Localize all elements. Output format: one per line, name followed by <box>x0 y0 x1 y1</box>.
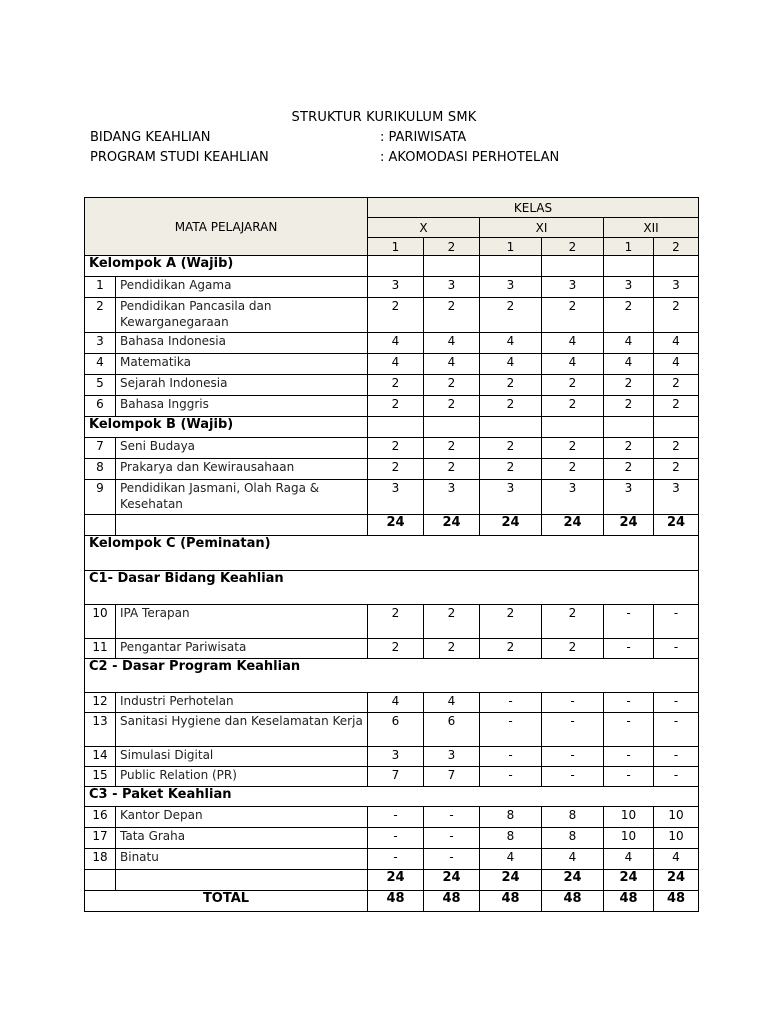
total-value: 48 <box>480 891 542 912</box>
hours-value: 4 <box>424 693 480 713</box>
row-number: 5 <box>85 375 116 396</box>
hours-value: - <box>604 713 654 747</box>
hours-value: 8 <box>542 828 604 849</box>
hours-value: - <box>542 747 604 767</box>
hours-value: - <box>654 605 699 639</box>
hours-value: - <box>604 605 654 639</box>
subtotal-value: 24 <box>604 515 654 536</box>
subtotal-value: 24 <box>604 870 654 891</box>
header-semester: 2 <box>424 238 480 256</box>
row-number: 18 <box>85 849 116 870</box>
header-class-x: X <box>368 218 480 238</box>
empty-cell <box>368 417 424 438</box>
hours-value: 3 <box>654 277 699 298</box>
hours-value: 8 <box>542 807 604 828</box>
hours-value: - <box>480 767 542 787</box>
empty-cell <box>542 417 604 438</box>
row-number: 3 <box>85 333 116 354</box>
program-value: : AKOMODASI PERHOTELAN <box>380 150 560 165</box>
group-c3-heading: C3 - Paket Keahlian <box>85 787 699 807</box>
hours-value: 2 <box>424 438 480 459</box>
row-number: 7 <box>85 438 116 459</box>
row-number: 4 <box>85 354 116 375</box>
hours-value: 2 <box>480 396 542 417</box>
subject-name: Prakarya dan Kewirausahaan <box>116 459 368 480</box>
subject-name: Binatu <box>116 849 368 870</box>
hours-value: - <box>604 693 654 713</box>
hours-value: 4 <box>604 354 654 375</box>
subject-name: Pengantar Pariwisata <box>116 639 368 659</box>
hours-value: 4 <box>542 354 604 375</box>
empty-cell <box>116 870 368 891</box>
hours-value: 3 <box>368 480 424 515</box>
hours-value: 2 <box>542 375 604 396</box>
row-number: 8 <box>85 459 116 480</box>
hours-value: 3 <box>424 747 480 767</box>
total-value: 48 <box>604 891 654 912</box>
hours-value: 10 <box>654 807 699 828</box>
total-value: 48 <box>424 891 480 912</box>
header-semester: 1 <box>604 238 654 256</box>
hours-value: 2 <box>368 396 424 417</box>
hours-value: - <box>542 693 604 713</box>
empty-cell <box>424 417 480 438</box>
hours-value: 3 <box>368 747 424 767</box>
subtotal-value: 24 <box>542 515 604 536</box>
hours-value: 7 <box>424 767 480 787</box>
bidang-label: BIDANG KEAHLIAN <box>90 130 211 145</box>
hours-value: 2 <box>654 375 699 396</box>
row-number: 14 <box>85 747 116 767</box>
hours-value: 8 <box>480 828 542 849</box>
hours-value: 2 <box>368 605 424 639</box>
header-class-xii: XII <box>604 218 699 238</box>
hours-value: 4 <box>480 354 542 375</box>
empty-cell <box>368 256 424 277</box>
hours-value: 4 <box>368 354 424 375</box>
hours-value: 2 <box>368 298 424 333</box>
subject-name: Industri Perhotelan <box>116 693 368 713</box>
group-b-heading: Kelompok B (Wajib) <box>85 417 368 438</box>
header-class-xi: XI <box>480 218 604 238</box>
hours-value: 4 <box>604 333 654 354</box>
hours-value: - <box>368 807 424 828</box>
hours-value: 2 <box>542 605 604 639</box>
hours-value: 10 <box>654 828 699 849</box>
hours-value: 3 <box>424 277 480 298</box>
empty-cell <box>116 515 368 536</box>
row-number: 2 <box>85 298 116 333</box>
empty-cell <box>654 417 699 438</box>
subject-name: Seni Budaya <box>116 438 368 459</box>
subtotal-value: 24 <box>654 515 699 536</box>
header-semester: 1 <box>480 238 542 256</box>
hours-value: 4 <box>654 333 699 354</box>
hours-value: 2 <box>542 639 604 659</box>
hours-value: - <box>604 767 654 787</box>
subject-name: Pendidikan Agama <box>116 277 368 298</box>
hours-value: 2 <box>368 459 424 480</box>
total-label: TOTAL <box>85 891 368 912</box>
group-c1-heading: C1- Dasar Bidang Keahlian <box>85 571 699 605</box>
hours-value: 3 <box>480 480 542 515</box>
empty-cell <box>85 515 116 536</box>
row-number: 13 <box>85 713 116 747</box>
hours-value: 4 <box>542 849 604 870</box>
hours-value: 4 <box>654 354 699 375</box>
hours-value: 3 <box>604 480 654 515</box>
total-value: 48 <box>654 891 699 912</box>
hours-value: 4 <box>368 693 424 713</box>
hours-value: 2 <box>542 298 604 333</box>
group-a-heading: Kelompok A (Wajib) <box>85 256 368 277</box>
hours-value: 2 <box>604 396 654 417</box>
hours-value: 2 <box>480 459 542 480</box>
hours-value: 2 <box>542 438 604 459</box>
hours-value: - <box>654 693 699 713</box>
subtotal-value: 24 <box>542 870 604 891</box>
hours-value: 2 <box>424 375 480 396</box>
hours-value: 2 <box>424 605 480 639</box>
hours-value: 2 <box>604 375 654 396</box>
subject-name: Sanitasi Hygiene dan Keselamatan Kerja <box>116 713 368 747</box>
subject-name: Pendidikan Jasmani, Olah Raga & Kesehatan <box>116 480 368 515</box>
hours-value: 4 <box>654 849 699 870</box>
hours-value: - <box>480 693 542 713</box>
group-c2-heading: C2 - Dasar Program Keahlian <box>85 659 699 693</box>
subject-name: Kantor Depan <box>116 807 368 828</box>
hours-value: 2 <box>480 375 542 396</box>
row-number: 1 <box>85 277 116 298</box>
hours-value: 10 <box>604 807 654 828</box>
hours-value: 3 <box>368 277 424 298</box>
hours-value: 3 <box>542 480 604 515</box>
empty-cell <box>654 256 699 277</box>
subject-name: Bahasa Inggris <box>116 396 368 417</box>
hours-value: - <box>368 828 424 849</box>
hours-value: 2 <box>654 438 699 459</box>
subject-name: Pendidikan Pancasila dan Kewarganegaraan <box>116 298 368 333</box>
empty-cell <box>480 417 542 438</box>
hours-value: 4 <box>480 333 542 354</box>
hours-value: 2 <box>604 459 654 480</box>
bidang-keahlian-row <box>90 130 466 145</box>
subject-name: IPA Terapan <box>116 605 368 639</box>
bidang-value: : PARIWISATA <box>380 130 467 145</box>
hours-value: 4 <box>480 849 542 870</box>
empty-cell <box>604 256 654 277</box>
subtotal-value: 24 <box>654 870 699 891</box>
hours-value: 6 <box>424 713 480 747</box>
row-number: 17 <box>85 828 116 849</box>
hours-value: 4 <box>542 333 604 354</box>
total-value: 48 <box>542 891 604 912</box>
hours-value: 2 <box>368 438 424 459</box>
subtotal-value: 24 <box>424 515 480 536</box>
hours-value: 2 <box>480 605 542 639</box>
row-number: 9 <box>85 480 116 515</box>
hours-value: - <box>654 767 699 787</box>
hours-value: 2 <box>424 459 480 480</box>
hours-value: 3 <box>654 480 699 515</box>
subject-name: Matematika <box>116 354 368 375</box>
program-label: PROGRAM STUDI KEAHLIAN <box>90 150 269 165</box>
empty-cell <box>424 256 480 277</box>
row-number: 15 <box>85 767 116 787</box>
hours-value: 2 <box>480 438 542 459</box>
empty-cell <box>542 256 604 277</box>
subject-name: Sejarah Indonesia <box>116 375 368 396</box>
hours-value: 2 <box>604 438 654 459</box>
hours-value: - <box>424 828 480 849</box>
hours-value: - <box>480 747 542 767</box>
hours-value: - <box>654 747 699 767</box>
hours-value: 2 <box>654 396 699 417</box>
hours-value: - <box>654 713 699 747</box>
hours-value: 3 <box>542 277 604 298</box>
hours-value: 2 <box>604 298 654 333</box>
hours-value: 6 <box>368 713 424 747</box>
subtotal-value: 24 <box>368 515 424 536</box>
hours-value: 3 <box>480 277 542 298</box>
subtotal-value: 24 <box>480 515 542 536</box>
hours-value: - <box>542 713 604 747</box>
header-semester: 2 <box>654 238 699 256</box>
hours-value: 2 <box>424 396 480 417</box>
hours-value: - <box>424 807 480 828</box>
hours-value: - <box>542 767 604 787</box>
hours-value: 4 <box>424 333 480 354</box>
hours-value: 2 <box>480 639 542 659</box>
empty-cell <box>604 417 654 438</box>
hours-value: 4 <box>604 849 654 870</box>
subject-name: Tata Graha <box>116 828 368 849</box>
hours-value: 2 <box>542 459 604 480</box>
subtotal-value: 24 <box>368 870 424 891</box>
hours-value: 2 <box>480 298 542 333</box>
curriculum-table <box>84 197 699 912</box>
hours-value: 2 <box>542 396 604 417</box>
hours-value: - <box>604 747 654 767</box>
document-title: STRUKTUR KURIKULUM SMK <box>291 110 477 125</box>
hours-value: 2 <box>654 459 699 480</box>
hours-value: 2 <box>654 298 699 333</box>
hours-value: - <box>654 639 699 659</box>
hours-value: 2 <box>424 639 480 659</box>
subtotal-value: 24 <box>480 870 542 891</box>
hours-value: 3 <box>424 480 480 515</box>
empty-cell <box>480 256 542 277</box>
hours-value: 10 <box>604 828 654 849</box>
hours-value: 4 <box>368 333 424 354</box>
header-semester: 2 <box>542 238 604 256</box>
hours-value: 4 <box>424 354 480 375</box>
subject-name: Public Relation (PR) <box>116 767 368 787</box>
program-studi-row <box>90 150 559 165</box>
header-kelas: KELAS <box>368 198 699 218</box>
row-number: 6 <box>85 396 116 417</box>
row-number: 16 <box>85 807 116 828</box>
hours-value: 2 <box>368 375 424 396</box>
hours-value: 7 <box>368 767 424 787</box>
hours-value: 2 <box>368 639 424 659</box>
hours-value: - <box>604 639 654 659</box>
row-number: 10 <box>85 605 116 639</box>
subject-name: Simulasi Digital <box>116 747 368 767</box>
hours-value: 2 <box>424 298 480 333</box>
row-number: 11 <box>85 639 116 659</box>
subject-name: Bahasa Indonesia <box>116 333 368 354</box>
hours-value: 8 <box>480 807 542 828</box>
total-value: 48 <box>368 891 424 912</box>
hours-value: - <box>480 713 542 747</box>
header-subject: MATA PELAJARAN <box>85 198 368 256</box>
empty-cell <box>85 870 116 891</box>
subtotal-value: 24 <box>424 870 480 891</box>
hours-value: - <box>424 849 480 870</box>
row-number: 12 <box>85 693 116 713</box>
hours-value: - <box>368 849 424 870</box>
group-c-heading: Kelompok C (Peminatan) <box>85 536 699 571</box>
header-semester: 1 <box>368 238 424 256</box>
hours-value: 3 <box>604 277 654 298</box>
